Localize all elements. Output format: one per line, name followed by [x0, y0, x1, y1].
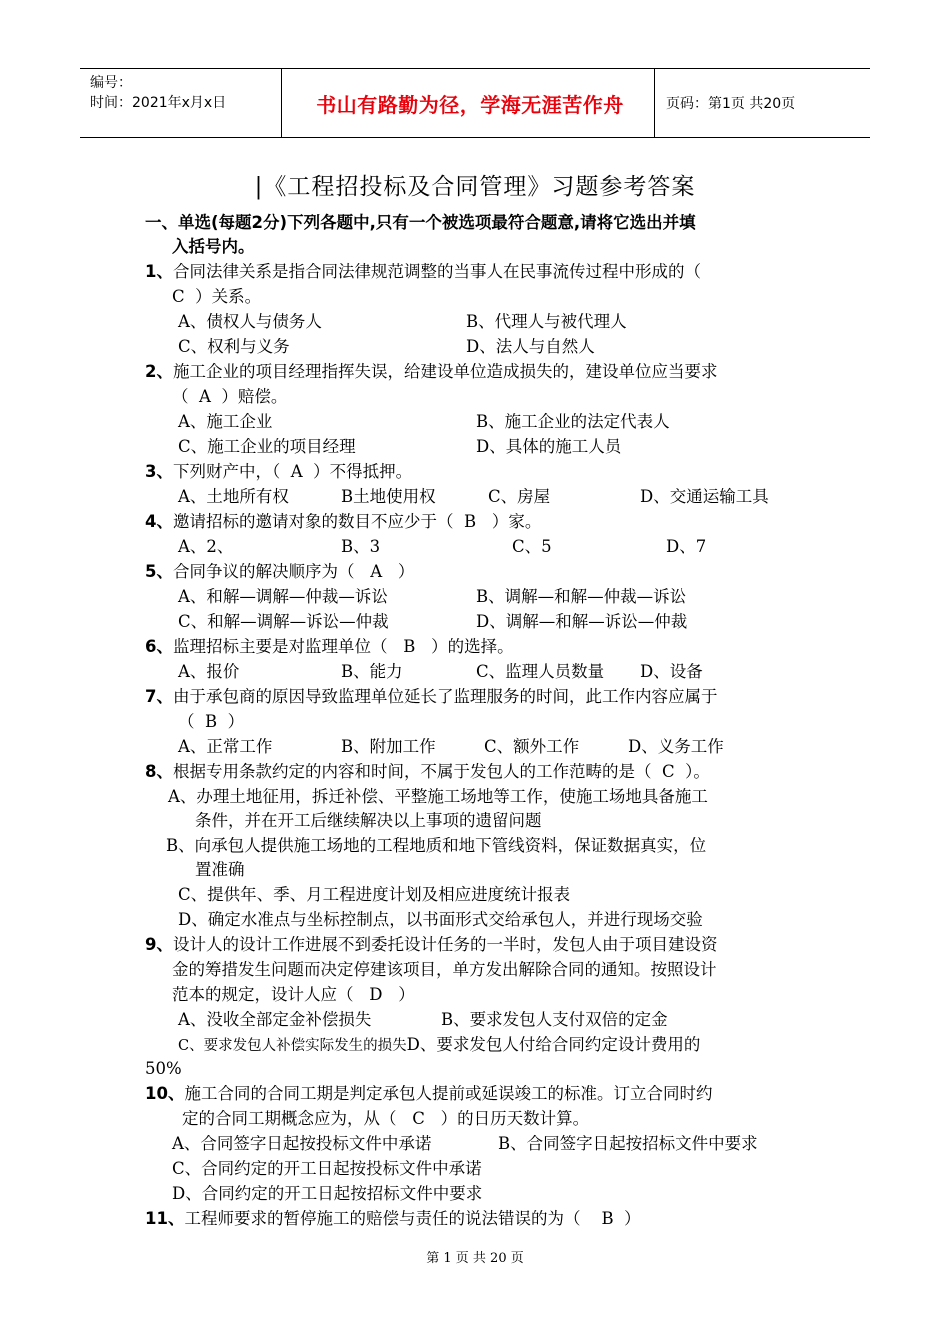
option-c: C、合同约定的开工日起按投标文件中承诺	[172, 1159, 482, 1178]
question-text: 设计人的设计工作进展不到委托设计任务的一半时，发包人由于项目建设资	[172, 935, 718, 954]
page-header	[80, 68, 870, 138]
header-left	[90, 73, 226, 113]
section-heading-cont: 入括号内。	[172, 237, 255, 256]
option-b: B、调解—和解—仲裁—诉讼	[476, 587, 687, 606]
question-6	[145, 636, 514, 658]
question-text: 施工企业的项目经理指挥失误，给建设单位造成损失的，建设单位应当要求	[172, 362, 718, 381]
option-d: D、交通运输工具	[640, 487, 769, 506]
question-text-cont: 金的筹措发生问题而决定停建该项目，单方发出解除合同的通知。按照设计	[172, 960, 717, 979]
question-number: 10、	[145, 1084, 185, 1103]
option-b: B、要求发包人支付双倍的定金	[441, 1010, 668, 1029]
option-cd-row	[178, 1034, 700, 1057]
header-motto: 书山有路勤为径，学海无涯苦作舟	[316, 92, 624, 117]
question-5	[145, 561, 414, 583]
question-1	[145, 261, 701, 283]
question-text: 下列财产中，（ A ）不得抵押。	[172, 462, 413, 481]
option-d: D、调解—和解—诉讼—仲裁	[476, 612, 688, 631]
option-c: C、提供年、季、月工程进度计划及相应进度统计报表	[178, 885, 571, 904]
option-a: A、债权人与债务人	[178, 312, 322, 331]
question-number: 5、	[145, 562, 173, 581]
header-divider	[281, 69, 282, 137]
question-2	[145, 361, 717, 383]
option-a: A、和解—调解—仲裁—诉讼	[178, 587, 388, 606]
document-date: 时间：2021年x月x日	[90, 95, 227, 111]
option-d: D、要求发包人付给合同约定设计费用的	[406, 1035, 701, 1054]
option-d: D、7	[666, 537, 707, 556]
question-7	[145, 686, 717, 708]
option-b: B、代理人与被代理人	[466, 312, 627, 331]
option-a: A、办理土地征用，拆迁补偿、平整施工场地等工作，使施工场地具备施工	[168, 787, 708, 806]
question-11	[145, 1208, 641, 1230]
option-d: D、确定水准点与坐标控制点，以书面形式交给承包人，并进行现场交验	[178, 910, 703, 929]
option-b: B土地使用权	[341, 487, 436, 506]
option-b: B、3	[341, 537, 381, 556]
option-a-cont: 条件，并在开工后继续解决以上事项的遗留问题	[195, 811, 542, 830]
question-number: 8、	[145, 762, 173, 781]
option-a: A、施工企业	[178, 412, 273, 431]
question-text: 施工合同的合同工期是判定承包人提前或延误竣工的标准。订立合同时约	[184, 1084, 713, 1103]
question-number: 3、	[145, 462, 173, 481]
question-text-cont: C ）关系。	[172, 287, 262, 306]
question-number: 7、	[145, 687, 173, 706]
question-text: 邀请招标的邀请对象的数目不应少于（ B ）家。	[172, 512, 542, 531]
question-text-cont: 范本的规定，设计人应（ D ）	[172, 985, 415, 1004]
option-b: B、能力	[341, 662, 403, 681]
option-b: B、施工企业的法定代表人	[476, 412, 670, 431]
option-a: A、合同签字日起按投标文件中承诺	[172, 1134, 432, 1153]
question-9	[145, 934, 717, 956]
question-text: 根据专用条款约定的内容和时间，不属于发包人的工作范畴的是（ C ）。	[172, 762, 710, 781]
question-text-cont: （ B ）	[178, 712, 245, 731]
option-c: C、和解—调解—诉讼—仲裁	[178, 612, 389, 631]
question-number: 9、	[145, 935, 173, 954]
option-d: D、具体的施工人员	[476, 437, 622, 456]
question-number: 6、	[145, 637, 173, 656]
question-number: 2、	[145, 362, 173, 381]
question-4	[145, 511, 541, 533]
option-d: D、设备	[640, 662, 703, 681]
header-divider	[654, 69, 655, 137]
question-text-cont: 定的合同工期概念应为，从（ C ）的日历天数计算。	[182, 1109, 590, 1128]
option-c: C、要求发包人补偿实际发生的损失	[178, 1038, 407, 1054]
option-a: A、没收全部定金补偿损失	[178, 1010, 372, 1029]
document-title: |《工程招投标及合同管理》习题参考答案	[254, 174, 696, 200]
document-number-label: 编号：	[90, 75, 132, 91]
option-b: B、合同签字日起按招标文件中要求	[498, 1134, 758, 1153]
question-10	[145, 1083, 712, 1105]
question-number: 4、	[145, 512, 173, 531]
question-3	[145, 461, 412, 483]
header-page-info: 页码：第1页 共20页	[666, 96, 796, 112]
option-c: C、5	[512, 537, 552, 556]
option-a: A、报价	[178, 662, 240, 681]
option-d: D、法人与自然人	[466, 337, 595, 356]
option-a: A、2、	[178, 537, 234, 556]
option-b-cont: 置准确	[195, 860, 245, 879]
option-c: C、房屋	[488, 487, 551, 506]
option-a: A、正常工作	[178, 737, 273, 756]
option-d-cont: 50%	[145, 1059, 182, 1078]
option-a: A、土地所有权	[178, 487, 289, 506]
option-b: B、向承包人提供施工场地的工程地质和地下管线资料，保证数据真实，位	[166, 836, 707, 855]
question-text-cont: （ A ）赔偿。	[172, 387, 288, 406]
question-number: 1、	[145, 262, 173, 281]
option-d: D、合同约定的开工日起按招标文件中要求	[172, 1184, 483, 1203]
question-text: 工程师要求的暂停施工的赔偿与责任的说法错误的为（ B ）	[184, 1209, 641, 1228]
question-text: 监理招标主要是对监理单位（ B ）的选择。	[172, 637, 514, 656]
option-c: C、权利与义务	[178, 337, 290, 356]
question-text: 合同法律关系是指合同法律规范调整的当事人在民事流传过程中形成的（	[172, 262, 701, 281]
question-text: 由于承包商的原因导致监理单位延长了监理服务的时间，此工作内容应属于	[172, 687, 718, 706]
option-b: B、附加工作	[341, 737, 436, 756]
option-d: D、义务工作	[628, 737, 724, 756]
option-c: C、额外工作	[484, 737, 580, 756]
section-heading: 一、单选(每题2分)下列各题中,只有一个被选项最符合题意,请将它选出并填	[145, 213, 696, 232]
question-text: 合同争议的解决顺序为（ A ）	[172, 562, 415, 581]
option-c: C、施工企业的项目经理	[178, 437, 356, 456]
page-footer: 第 1 页 共 20 页	[426, 1251, 524, 1266]
question-8	[145, 761, 710, 783]
option-c: C、监理人员数量	[476, 662, 605, 681]
question-number: 11、	[145, 1209, 185, 1228]
